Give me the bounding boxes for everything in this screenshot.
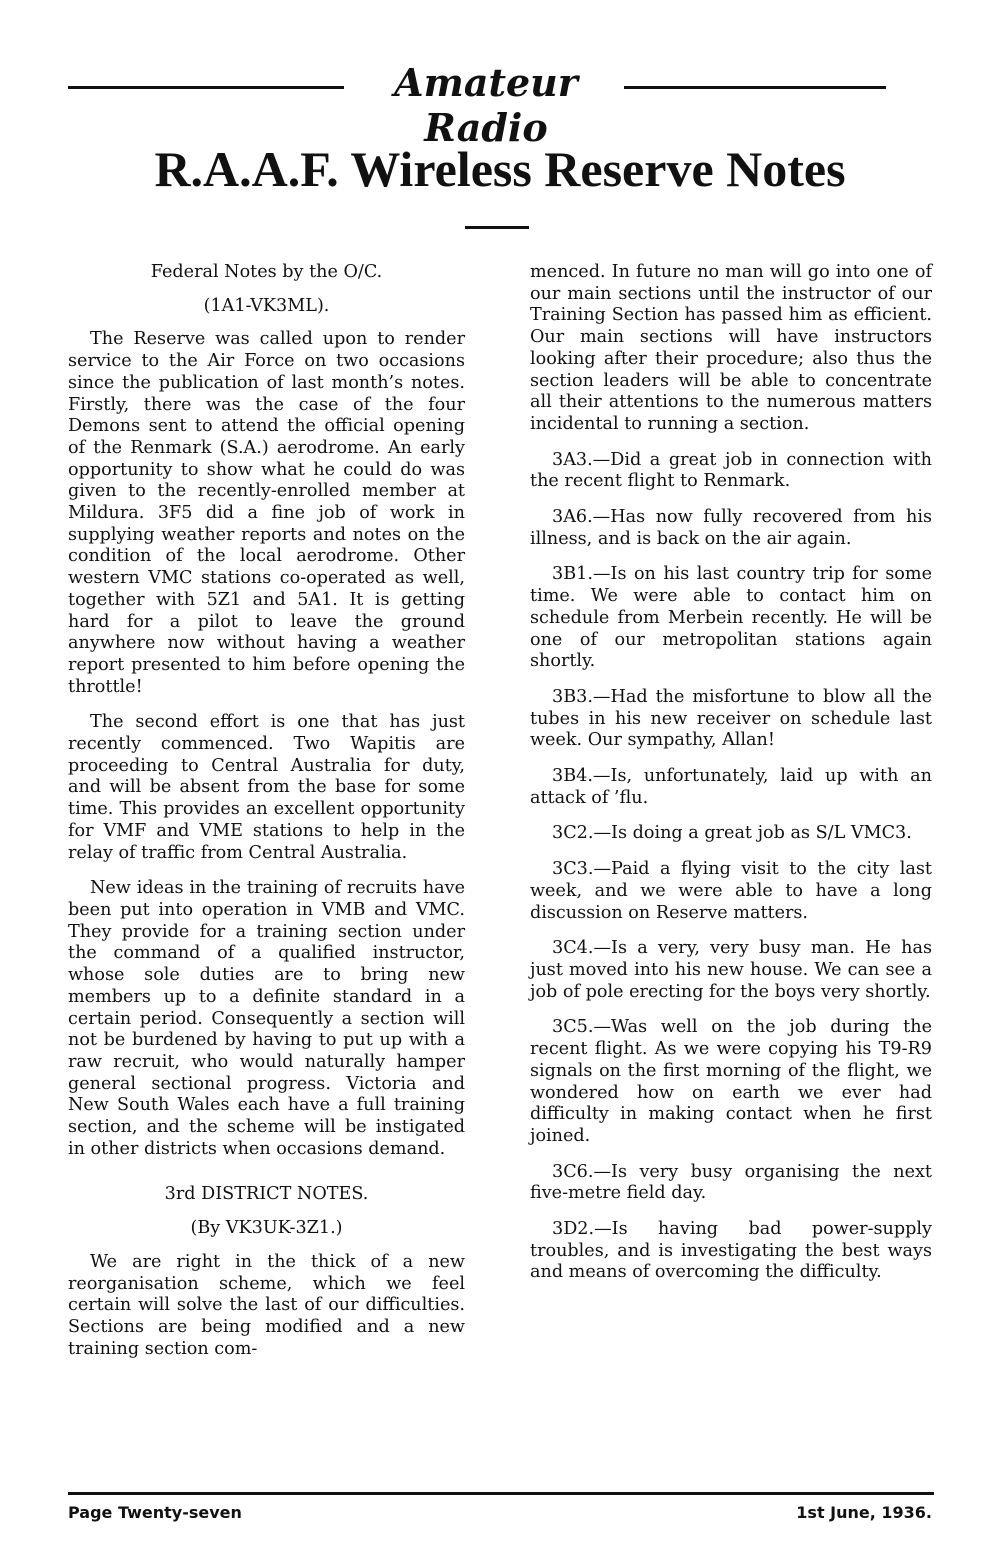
masthead-rule-right: [624, 86, 886, 89]
left-column: [68, 262, 465, 1374]
station-note-3c5: 3C5.—Was well on the job during the recent flight. As we were copying his T9-R9 signals on the first morning of the flight, we wondered how on earth we ever had difficulty in making contact when he first joined.: [530, 1017, 932, 1146]
federal-subheading: (1A1-VK3ML).: [203, 295, 330, 316]
district-heading: 3rd DISTRICT NOTES.: [164, 1184, 369, 1205]
masthead-logo: Amateur Radio: [394, 60, 578, 150]
station-note-3a6: 3A6.—Has now fully recovered from his illness, and is back on the air again.: [530, 507, 932, 549]
page-number: Page Twenty-seven: [68, 1503, 242, 1522]
station-note-3a3: 3A3.—Did a great job in connection with the recent flight to Renmark.: [530, 449, 932, 492]
issue-date: 1st June, 1936.: [796, 1503, 932, 1522]
station-note-3b1: 3B1.—Is on his last country trip for some time. We were able to contact him on schedule from Merbein recently. He will be one of our metropolitan stations again shortly.: [530, 564, 932, 672]
right-column: [530, 262, 932, 1298]
masthead: [68, 58, 886, 150]
station-note-3c3: 3C3.—Paid a flying visit to the city last week, and we were able to have a long discussion on Reserve matters.: [530, 859, 932, 923]
masthead-rule-left: [68, 86, 344, 89]
station-note-3c6: 3C6.—Is very busy organising the next five-metre field day.: [530, 1161, 932, 1204]
station-note-3b4: 3B4.—Is, unfortunately, laid up with an attack of ’flu.: [530, 766, 932, 808]
federal-heading: Federal Notes by the O/C.: [150, 262, 383, 282]
district-paragraph-start: We are right in the thick of a new reorganisation scheme, which we feel certain will solve the last of our difficulties. Sections are being modified and a new training section com-: [68, 1251, 465, 1359]
federal-paragraph: The second effort is one that has just recently commenced. Two Wapitis are proceeding to Central Australia for duty, and will be absent from the base for some time. This provides an excellent opportunity for VMF and VME stations to help in the relay of traffic from Central Australia.: [68, 712, 465, 863]
federal-paragraph: The Reserve was called upon to render service to the Air Force on two occasions since the publication of last month’s notes. Firstly, there was the case of the four Demons sent to attend the official opening of the Renmark (S.A.) aerodrome. An early opportunity to show what he could do was given to the recently-enrolled member at Mildura. 3F5 did a fine job of work in supplying weather reports and notes on the condition of the local aerodrome. Other western VMC stations co-operated as well, together with 5Z1 and 5A1. It is getting hard for a pilot to leave the ground anywhere now without having a weather report presented to him before opening the throttle!: [68, 329, 465, 697]
station-note-3d2: 3D2.—Is having bad power-supply troubles, and is investigating the best ways and means of overcoming the difficulty.: [530, 1219, 932, 1283]
title-divider: [465, 226, 529, 229]
article-title: R.A.A.F. Wireless Reserve Notes: [154, 141, 846, 197]
station-note-3c4: 3C4.—Is a very, very busy man. He has just moved into his new house. We can see a job of pole erecting for the boys very shortly.: [530, 938, 932, 1002]
footer-rule: [68, 1492, 934, 1495]
station-note-3c2: 3C2.—Is doing a great job as S/L VMC3.: [552, 823, 912, 844]
district-subheading: (By VK3UK-3Z1.): [190, 1218, 343, 1239]
station-note-3b3: 3B3.—Had the misfortune to blow all the tubes in his new receiver on schedule last week. Our sympathy, Allan!: [530, 686, 932, 751]
district-paragraph-end: menced. In future no man will go into one of our main sections until the instructor of our Training Section has passed him as efficient. Our main sections will have instructors looking after their procedure; also thus the section leaders will be able to concentrate all their attentions to the numerous matters incidental to running a section.: [530, 262, 932, 434]
federal-paragraph: New ideas in the training of recruits have been put into operation in VMB and VMC. They provide for a training section under the command of a qualified instructor, whose sole duties are to bring new members up to a definite standard in a certain period. Consequently a section will not be burdened by having to put up with a raw recruit, who would naturally hamper general sectional progress. Victoria and New South Wales each have a full training section, and the scheme will be instigated in other districts when occasions demand.: [68, 878, 465, 1159]
